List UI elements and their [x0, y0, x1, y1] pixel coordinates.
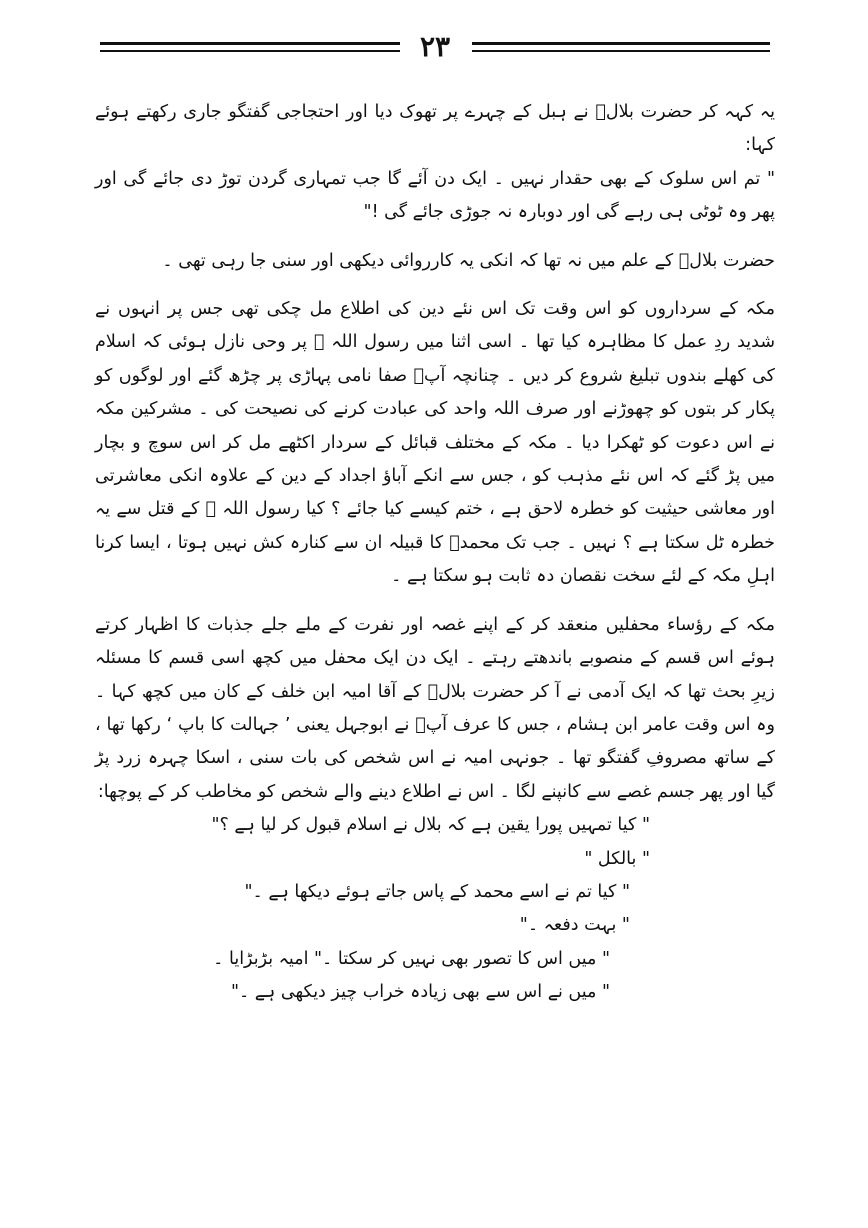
- dialogue-line: " بہت دفعہ ۔": [519, 915, 630, 936]
- paragraph-gatherings: مکہ کے رؤساء محفلیں منعقد کر کے اپنے غصہ اور نفرت کے ملے جلے جذبات کا اظہار کرتے ہوئے اس قسم کے منصوبے باندھتے رہتے ۔ ایک دن ایک محفل میں کچھ اسی قسم کا مسئلہ زیرِ بحث تھا کہ ایک آدمی نے آ کر حضرت بلالؓ کے آقا امیہ ابن خلف کے کان میں کچھ کہا ۔ وہ اس وقت عامر ابن ہشام ، جس کا عرف آپؐ نے ابوجہل یعنی ’ جہالت کا باپ ‘ رکھا تھا ، کے ساتھ مصروفِ گفتگو تھا ۔ جونہی امیہ نے اس شخص کی بات سنی ، اسکا چہرہ زرد پڑ گیا اور پھر جسم غصے سے کانپنے لگا ۔ اس نے اطلاع دینے والے شخص کو مخاطب کر کے پوچھا:: [95, 614, 775, 802]
- paragraph-bilal-unaware: حضرت بلالؓ کے علم میں نہ تھا کہ انکی یہ کارروائی دیکھی اور سنی جا رہی تھی ۔: [162, 250, 775, 271]
- dialogue-line: " بالکل ": [584, 848, 650, 869]
- page-number: ۲۳: [419, 30, 451, 63]
- paragraph-intro: یہ کہہ کر حضرت بلالؓ نے ہبل کے چہرے پر تھوک دیا اور احتجاجی گفتگو جاری رکھتے ہوئے کہا:: [95, 102, 775, 156]
- dialogue-line: " میں اس کا تصور بھی نہیں کر سکتا ۔" امیہ بڑبڑایا ۔: [213, 948, 610, 969]
- page-body: [95, 96, 775, 1010]
- header-rule-right-top: [472, 42, 770, 45]
- header-rule-right-bottom: [472, 50, 770, 52]
- page-header: [100, 28, 770, 68]
- header-rule-left-bottom: [100, 50, 400, 52]
- dialogue-line: " میں نے اس سے بھی زیادہ خراب چیز دیکھی ہے ۔": [230, 982, 610, 1003]
- quote-bilal: " تم اس سلوک کے بھی حقدار نہیں ۔ ایک دن آئے گا جب تمہاری گردن توڑ دی جائے گی اور پھر وہ ٹوٹی ہی رہے گی اور دوبارہ نہ جوڑی جائے گی !": [95, 168, 775, 223]
- dialogue-line: " کیا تم نے اسے محمد کے پاس جاتے ہوئے دیکھا ہے ۔": [244, 881, 630, 902]
- paragraph-makkah-chiefs: مکہ کے سرداروں کو اس وقت تک اس نئے دین کی اطلاع مل چکی تھی جس پر انہوں نے شدید ردِ عمل کا مظاہرہ کیا تھا ۔ اسی اثنا میں رسول اللہ ؐ پر وحی نازل ہوئی کہ اسلام کی کھلے بندوں تبلیغ شروع کر دیں ۔ چنانچہ آپؐ صفا نامی پہاڑی پر چڑھ گئے اور لوگوں کو پکار کر بتوں کو چھوڑنے اور صرف اللہ واحد کی عبادت کرنے کی نصیحت کی ۔ مشرکین مکہ نے اس دعوت کو ٹھکرا دیا ۔ مکہ کے مختلف قبائل کے سردار اکٹھے مل کر اس سوچ و بچار میں پڑ گئے کہ اس نئے مذہب کو ، جس سے انکے آباؤ اجداد کے دین کے علاوہ انکی معاشرتی اور معاشی حیثیت کو خطرہ لاحق ہے ، ختم کیسے کیا جائے ؟ کیا رسول اللہ ؐ کے قتل سے یہ خطرہ ٹل سکتا ہے ؟ نہیں ۔ جب تک محمدؐ کا قبیلہ ان سے کنارہ کش نہیں ہوتا ، ایسا کرنا اہلِ مکہ کے لئے سخت نقصان دہ ثابت ہو سکتا ہے ۔: [95, 299, 775, 587]
- dialogue-line: " کیا تمہیں پورا یقین ہے کہ بلال نے اسلام قبول کر لیا ہے ؟": [211, 815, 650, 836]
- header-rule-left-top: [100, 42, 400, 45]
